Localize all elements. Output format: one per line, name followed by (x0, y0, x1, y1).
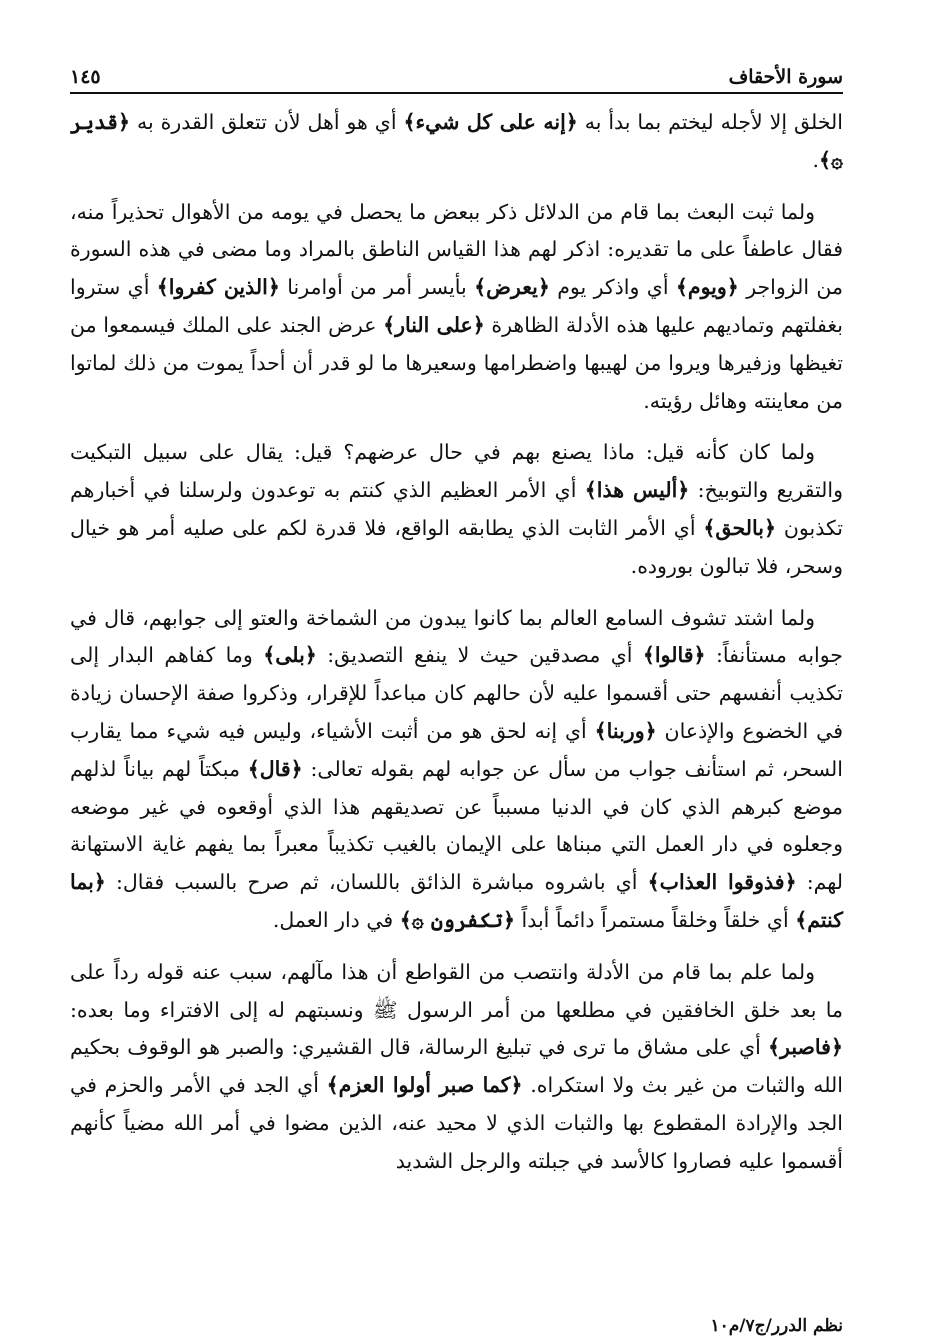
paragraph (70, 104, 843, 180)
paragraph (70, 434, 843, 585)
quran-quote: ﴿قالوا﴾ (642, 643, 706, 668)
text-run: الخلق إلا لأجله ليختم بما بدأ به (577, 110, 844, 134)
text-run: أي الأمر الثابت الذي يطابقه الواقع، فلا قدرة لكم على صليه أمر هو خيال وسحر، فلا تبالون بوروده. (70, 515, 843, 578)
quran-quote: ﴿الذين كفروا﴾ (156, 275, 280, 300)
text-run: ولما كان كأنه قيل: ماذا يصنع بهم في حال عرضهم؟ قيل: يقال على سبيل التبكيت والتقريع والتوبيخ: (70, 440, 843, 503)
text-run: ولما علم بما قام من الأدلة وانتصب من القواطع أن هذا مآلهم، سبب عنه قوله رداً على ما بعد خلق الخافقين في مطلعها من أمر الرسول ﷺ ونسبتهم له إلى الافتراء وما بعده: (70, 959, 843, 1022)
quran-quote: ﴿يعرض﴾ (474, 275, 550, 300)
surah-title: سورة الأحقاف (728, 66, 843, 88)
text-run: في دار العمل. (272, 907, 400, 932)
text-run: مبكتاً لهم بياناً لذلهم موضع كبرهم الذي كان في الدنيا مسبباً عن تصديقهم هذا الذي أوقعوه في غير موضعه وجعلوه في دار العمل التي مبناها على الإيمان بالغيب تكذيباً معبراً بما يفهم غاية الاستهانة لهم: (70, 756, 844, 895)
text-run: أي واذكر يوم (549, 275, 676, 300)
quran-quote: ﴿كما صبر أولوا العزم﴾ (326, 1073, 523, 1098)
text-run: عرض الجند على الملك فيسمعوا من تغيظها وزفيرها ويروا من لهيبها واضطرامها وسعيرها ما لو قدر أن أحداً يموت من ذلك لماتوا من معاينته وهائل رؤيته. (70, 312, 843, 413)
text-run: أي مصدقين حيث لا ينفع التصديق: (316, 643, 643, 668)
running-header (70, 58, 843, 88)
text-run: ولما ثبت البعث بما قام من الدلائل ذكر ببعض ما يحصل في يومه من الأهوال تحذيراً منه، فقال عاطفاً على ما تقديره: اذكر لهم هذا القياس الناطق بالمراد وما مضى في هذه السورة من الزواجر (70, 199, 843, 300)
text-run: وما كفاهم البدار إلى تكذيب أنفسهم حتى أقسموا عليه لأن حالهم كان مباعداً للإقرار، وذكروا صفة الإحسان زيادة في الخضوع والإذعان (70, 643, 843, 743)
page-number: ١٤٥ (70, 66, 101, 88)
text-run: أي الأمر العظيم الذي كنتم به توعدون ولرسلنا في أخبارهم تكذبون (70, 478, 843, 540)
book-signature: نظم الدرر/ج٧/م١٠ (710, 1316, 843, 1336)
text-run: أي الجد في الأمر والحزم في الجد والإرادة المقطوع بها والثبات الذي لا محيد عنه، الذين مضوا في أمر الله مضياً كأنهم أقسموا عليه فصاروا كالأسد في جبلته والرجل الشديد (70, 1073, 843, 1173)
quran-quote: ﴿بلى﴾ (263, 643, 317, 668)
quran-quote: ﴿وربنا﴾ (594, 718, 657, 743)
quran-quote: ﴿قدير ۞﴾ (70, 110, 843, 172)
quran-quote: ﴿فذوقوا العذاب﴾ (647, 870, 797, 895)
paragraph (70, 194, 843, 421)
text-run: بأيسر أمر من أوامرنا (279, 275, 475, 300)
text-run: أي باشروه مباشرة الذائق باللسان، ثم صرح بالسبب فقال: (105, 870, 648, 895)
text-run: . (812, 147, 819, 172)
quran-quote: ﴿قال﴾ (247, 756, 303, 781)
quran-quote: ﴿ويوم﴾ (675, 275, 739, 300)
paragraph (70, 954, 843, 1181)
quran-quote: ﴿بالحق﴾ (703, 515, 776, 540)
body-text (70, 104, 843, 1195)
quran-quote: ﴿أليس هذا﴾ (584, 478, 690, 503)
quran-quote: ﴿فاصبر﴾ (768, 1035, 843, 1060)
paragraph (70, 600, 843, 940)
quran-quote: ﴿تكفرون ۞﴾ (399, 907, 515, 932)
header-divider (70, 92, 843, 94)
quran-quote: ﴿بما كنتم﴾ (70, 870, 843, 932)
text-run: أي ستروا بغفلتهم وتماديهم عليها هذه الأدلة الظاهرة (70, 275, 843, 337)
text-run: ولما اشتد تشوف السامع العالم بما كانوا يبدون من الشماخة والعتو إلى جوابهم، قال في جوابه مستأنفاً: (70, 605, 843, 668)
text-run: أي إنه لحق هو من أثبت الأشياء، وليس فيه شيء مما يقارب السحر، ثم استأنف جواب من سأل عن جوابه لهم بقوله تعالى: (70, 718, 843, 781)
text-run: أي خلقاً وخلقاً مستمراً دائماً أبداً (514, 907, 796, 932)
text-run: أي هو أهل لأن تتعلق القدرة به (130, 110, 404, 134)
quran-quote: ﴿إنه على كل شيء﴾ (403, 110, 578, 134)
text-run: أي على مشاق ما ترى في تبليغ الرسالة، قال القشيري: والصبر هو الوقوف بحكيم الله والثبات من غير بث ولا استكراه. (70, 1035, 843, 1098)
quran-quote: ﴿على النار﴾ (383, 312, 485, 337)
